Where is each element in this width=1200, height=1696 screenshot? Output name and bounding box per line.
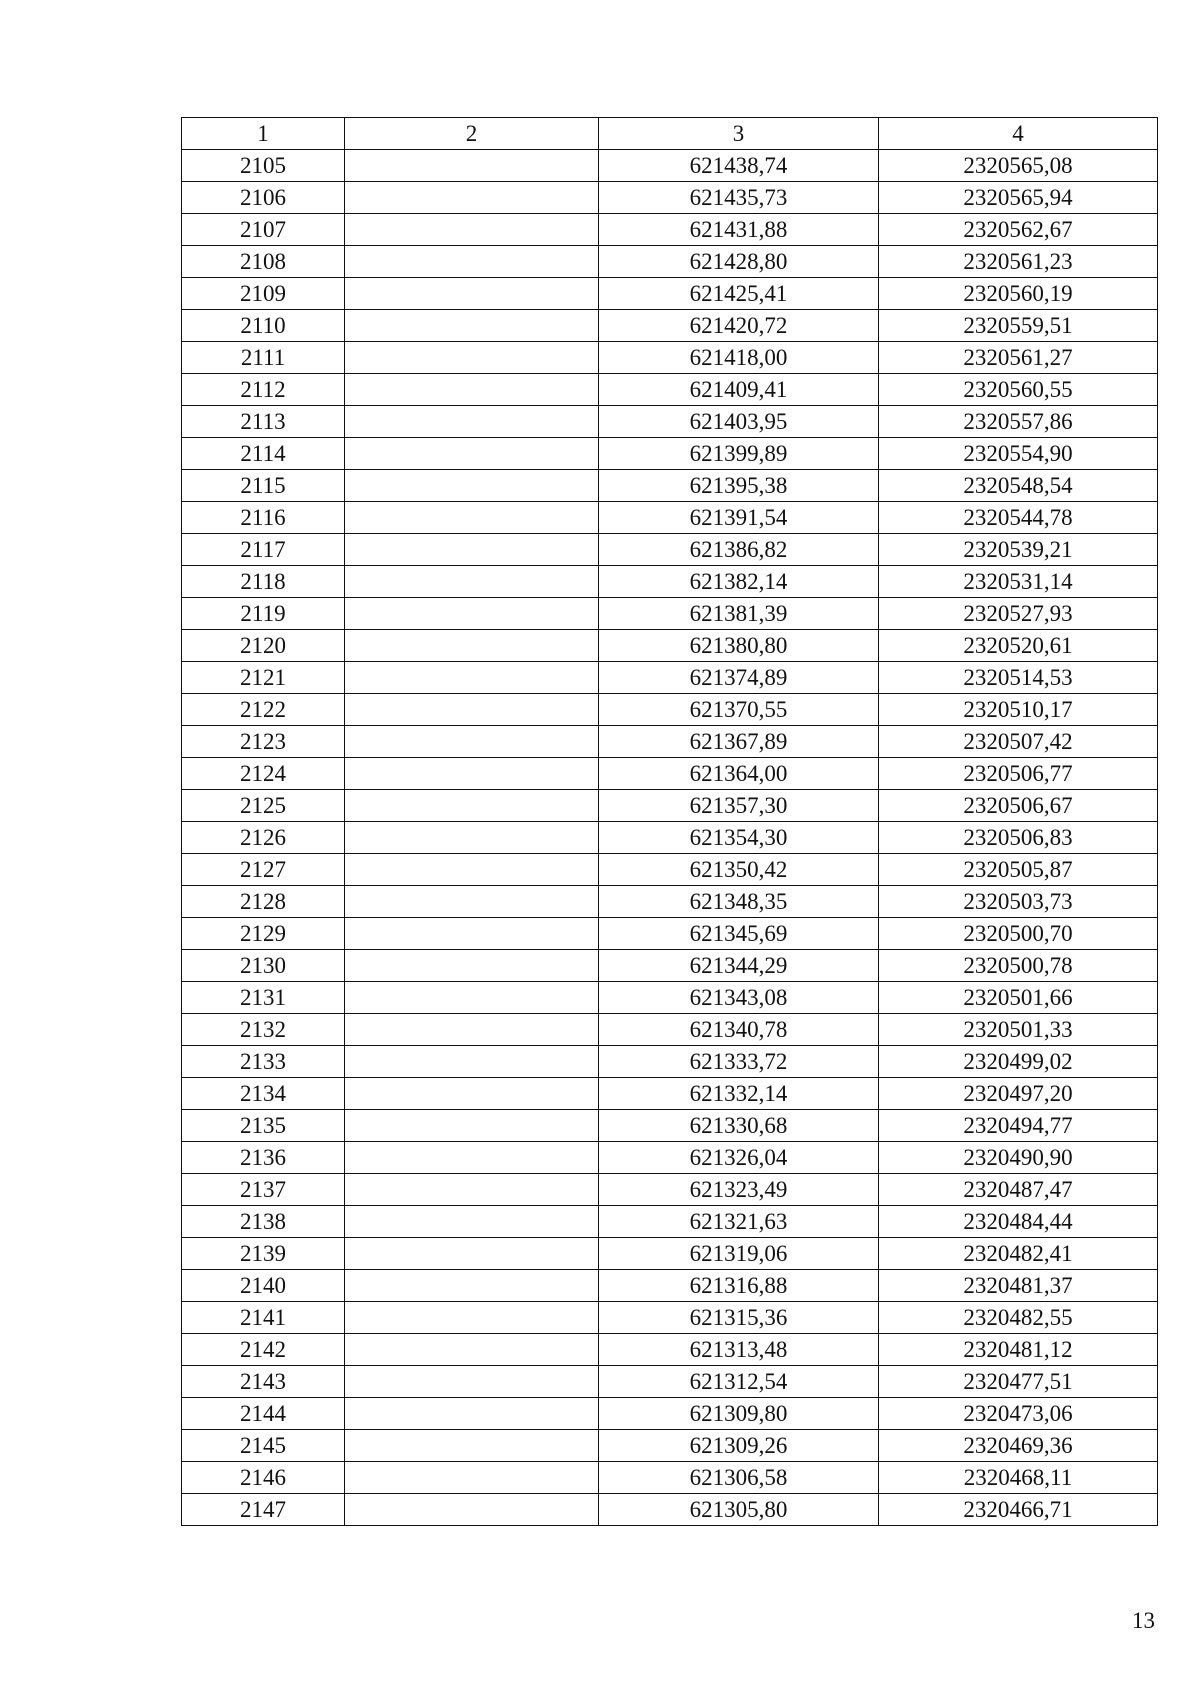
table-cell-col-2 bbox=[345, 886, 599, 918]
table-cell-col-4: 2320520,61 bbox=[879, 630, 1158, 662]
table-cell-col-1: 2134 bbox=[182, 1078, 345, 1110]
table-cell-col-3: 621323,49 bbox=[599, 1174, 879, 1206]
table-cell-col-2 bbox=[345, 1078, 599, 1110]
table-cell-col-2 bbox=[345, 502, 599, 534]
table-cell-col-4: 2320527,93 bbox=[879, 598, 1158, 630]
table-cell-col-4: 2320561,23 bbox=[879, 246, 1158, 278]
table-cell-col-1: 2122 bbox=[182, 694, 345, 726]
table-cell-col-2 bbox=[345, 1270, 599, 1302]
table-cell-col-2 bbox=[345, 854, 599, 886]
table-cell-col-2 bbox=[345, 1430, 599, 1462]
table-cell-col-3: 621309,26 bbox=[599, 1430, 879, 1462]
table-row bbox=[182, 502, 1158, 534]
table-cell-col-4: 2320560,55 bbox=[879, 374, 1158, 406]
table-cell-col-3: 621399,89 bbox=[599, 438, 879, 470]
table-cell-col-3: 621382,14 bbox=[599, 566, 879, 598]
table-cell-col-1: 2126 bbox=[182, 822, 345, 854]
table-cell-col-1: 2112 bbox=[182, 374, 345, 406]
table-cell-col-1: 2136 bbox=[182, 1142, 345, 1174]
table-cell-col-3: 621348,35 bbox=[599, 886, 879, 918]
header-cell-col-3: 3 bbox=[599, 118, 879, 150]
table-cell-col-1: 2145 bbox=[182, 1430, 345, 1462]
table-cell-col-3: 621428,80 bbox=[599, 246, 879, 278]
table-cell-col-2 bbox=[345, 950, 599, 982]
table-cell-col-4: 2320481,12 bbox=[879, 1334, 1158, 1366]
table-cell-col-2 bbox=[345, 470, 599, 502]
table-cell-col-1: 2114 bbox=[182, 438, 345, 470]
table-cell-col-2 bbox=[345, 662, 599, 694]
table-cell-col-2 bbox=[345, 1046, 599, 1078]
table-cell-col-1: 2127 bbox=[182, 854, 345, 886]
table-cell-col-1: 2140 bbox=[182, 1270, 345, 1302]
table-row bbox=[182, 1462, 1158, 1494]
table-cell-col-4: 2320531,14 bbox=[879, 566, 1158, 598]
table-header bbox=[182, 118, 1158, 150]
table-cell-col-3: 621306,58 bbox=[599, 1462, 879, 1494]
table-row bbox=[182, 406, 1158, 438]
table-cell-col-3: 621420,72 bbox=[599, 310, 879, 342]
table-cell-col-3: 621354,30 bbox=[599, 822, 879, 854]
table-cell-col-2 bbox=[345, 374, 599, 406]
table-cell-col-2 bbox=[345, 1302, 599, 1334]
header-row bbox=[182, 118, 1158, 150]
table-cell-col-3: 621370,55 bbox=[599, 694, 879, 726]
table-row bbox=[182, 534, 1158, 566]
table-cell-col-4: 2320539,21 bbox=[879, 534, 1158, 566]
table-cell-col-3: 621350,42 bbox=[599, 854, 879, 886]
table-cell-col-3: 621312,54 bbox=[599, 1366, 879, 1398]
table-cell-col-3: 621332,14 bbox=[599, 1078, 879, 1110]
table-cell-col-1: 2135 bbox=[182, 1110, 345, 1142]
table-row bbox=[182, 982, 1158, 1014]
table-cell-col-1: 2144 bbox=[182, 1398, 345, 1430]
table-row bbox=[182, 822, 1158, 854]
table-cell-col-1: 2117 bbox=[182, 534, 345, 566]
table-cell-col-3: 621395,38 bbox=[599, 470, 879, 502]
table-row bbox=[182, 566, 1158, 598]
header-cell-col-4: 4 bbox=[879, 118, 1158, 150]
table-cell-col-2 bbox=[345, 1206, 599, 1238]
table-cell-col-3: 621425,41 bbox=[599, 278, 879, 310]
table-row bbox=[182, 694, 1158, 726]
table-cell-col-1: 2129 bbox=[182, 918, 345, 950]
table-cell-col-4: 2320490,90 bbox=[879, 1142, 1158, 1174]
table-cell-col-1: 2116 bbox=[182, 502, 345, 534]
table-cell-col-2 bbox=[345, 630, 599, 662]
table-row bbox=[182, 1334, 1158, 1366]
table-cell-col-2 bbox=[345, 150, 599, 182]
table-cell-col-4: 2320544,78 bbox=[879, 502, 1158, 534]
table-row bbox=[182, 214, 1158, 246]
table-cell-col-3: 621418,00 bbox=[599, 342, 879, 374]
table-row bbox=[182, 374, 1158, 406]
table-cell-col-1: 2109 bbox=[182, 278, 345, 310]
page-number: 13 bbox=[1132, 1608, 1155, 1633]
table-cell-col-2 bbox=[345, 1366, 599, 1398]
table-row bbox=[182, 246, 1158, 278]
header-cell-col-2: 2 bbox=[345, 118, 599, 150]
table-cell-col-3: 621344,29 bbox=[599, 950, 879, 982]
table-row bbox=[182, 1270, 1158, 1302]
table-row bbox=[182, 662, 1158, 694]
table-cell-col-4: 2320505,87 bbox=[879, 854, 1158, 886]
table-cell-col-2 bbox=[345, 534, 599, 566]
table-cell-col-2 bbox=[345, 758, 599, 790]
table-cell-col-2 bbox=[345, 310, 599, 342]
table-cell-col-2 bbox=[345, 598, 599, 630]
table-body bbox=[182, 150, 1158, 1526]
table-cell-col-4: 2320468,11 bbox=[879, 1462, 1158, 1494]
table-cell-col-1: 2147 bbox=[182, 1494, 345, 1526]
table-cell-col-4: 2320565,94 bbox=[879, 182, 1158, 214]
table-cell-col-1: 2141 bbox=[182, 1302, 345, 1334]
table-cell-col-1: 2130 bbox=[182, 950, 345, 982]
table-cell-col-4: 2320487,47 bbox=[879, 1174, 1158, 1206]
table-cell-col-4: 2320500,78 bbox=[879, 950, 1158, 982]
table-cell-col-2 bbox=[345, 1174, 599, 1206]
table-cell-col-1: 2124 bbox=[182, 758, 345, 790]
coordinates-table bbox=[181, 117, 1158, 1526]
table-cell-col-2 bbox=[345, 982, 599, 1014]
table-cell-col-1: 2128 bbox=[182, 886, 345, 918]
table-row bbox=[182, 598, 1158, 630]
table-row bbox=[182, 310, 1158, 342]
table-cell-col-4: 2320514,53 bbox=[879, 662, 1158, 694]
table-cell-col-3: 621313,48 bbox=[599, 1334, 879, 1366]
table-cell-col-4: 2320506,83 bbox=[879, 822, 1158, 854]
table-cell-col-1: 2107 bbox=[182, 214, 345, 246]
table-row bbox=[182, 726, 1158, 758]
table-cell-col-3: 621316,88 bbox=[599, 1270, 879, 1302]
table-cell-col-4: 2320469,36 bbox=[879, 1430, 1158, 1462]
table-cell-col-1: 2105 bbox=[182, 150, 345, 182]
table-row bbox=[182, 1110, 1158, 1142]
table-cell-col-1: 2137 bbox=[182, 1174, 345, 1206]
table-cell-col-2 bbox=[345, 694, 599, 726]
table-cell-col-3: 621357,30 bbox=[599, 790, 879, 822]
table-cell-col-1: 2118 bbox=[182, 566, 345, 598]
table-row bbox=[182, 630, 1158, 662]
table-cell-col-3: 621367,89 bbox=[599, 726, 879, 758]
table-row bbox=[182, 470, 1158, 502]
table-cell-col-2 bbox=[345, 1238, 599, 1270]
table-cell-col-1: 2110 bbox=[182, 310, 345, 342]
table-cell-col-1: 2133 bbox=[182, 1046, 345, 1078]
table-cell-col-2 bbox=[345, 726, 599, 758]
table-row bbox=[182, 1142, 1158, 1174]
table-row bbox=[182, 918, 1158, 950]
table-cell-col-4: 2320559,51 bbox=[879, 310, 1158, 342]
table-cell-col-3: 621343,08 bbox=[599, 982, 879, 1014]
table-row bbox=[182, 1078, 1158, 1110]
table-cell-col-2 bbox=[345, 438, 599, 470]
table-row bbox=[182, 150, 1158, 182]
table-cell-col-3: 621380,80 bbox=[599, 630, 879, 662]
table-row bbox=[182, 182, 1158, 214]
table-row bbox=[182, 1430, 1158, 1462]
table-cell-col-2 bbox=[345, 1494, 599, 1526]
table-cell-col-1: 2146 bbox=[182, 1462, 345, 1494]
table-cell-col-3: 621403,95 bbox=[599, 406, 879, 438]
table-cell-col-4: 2320554,90 bbox=[879, 438, 1158, 470]
table-row bbox=[182, 854, 1158, 886]
table-cell-col-1: 2108 bbox=[182, 246, 345, 278]
table-row bbox=[182, 1366, 1158, 1398]
table-cell-col-1: 2119 bbox=[182, 598, 345, 630]
table-cell-col-1: 2142 bbox=[182, 1334, 345, 1366]
table-cell-col-2 bbox=[345, 1110, 599, 1142]
table-cell-col-2 bbox=[345, 214, 599, 246]
table-cell-col-2 bbox=[345, 1334, 599, 1366]
table-cell-col-4: 2320484,44 bbox=[879, 1206, 1158, 1238]
table-cell-col-1: 2131 bbox=[182, 982, 345, 1014]
table-cell-col-4: 2320561,27 bbox=[879, 342, 1158, 374]
table-cell-col-3: 621326,04 bbox=[599, 1142, 879, 1174]
table-cell-col-4: 2320494,77 bbox=[879, 1110, 1158, 1142]
table-cell-col-3: 621309,80 bbox=[599, 1398, 879, 1430]
table-cell-col-2 bbox=[345, 1398, 599, 1430]
table-row bbox=[182, 278, 1158, 310]
table-cell-col-1: 2115 bbox=[182, 470, 345, 502]
table-cell-col-1: 2111 bbox=[182, 342, 345, 374]
table-cell-col-4: 2320501,33 bbox=[879, 1014, 1158, 1046]
table-cell-col-3: 621345,69 bbox=[599, 918, 879, 950]
table-row bbox=[182, 342, 1158, 374]
table-cell-col-3: 621319,06 bbox=[599, 1238, 879, 1270]
table-cell-col-2 bbox=[345, 182, 599, 214]
table-cell-col-3: 621386,82 bbox=[599, 534, 879, 566]
table-cell-col-2 bbox=[345, 566, 599, 598]
table-row bbox=[182, 438, 1158, 470]
table-cell-col-4: 2320466,71 bbox=[879, 1494, 1158, 1526]
table-cell-col-1: 2113 bbox=[182, 406, 345, 438]
table-cell-col-3: 621435,73 bbox=[599, 182, 879, 214]
table-row bbox=[182, 1014, 1158, 1046]
table-cell-col-4: 2320499,02 bbox=[879, 1046, 1158, 1078]
table-cell-col-2 bbox=[345, 918, 599, 950]
table-cell-col-1: 2125 bbox=[182, 790, 345, 822]
table-cell-col-1: 2138 bbox=[182, 1206, 345, 1238]
table-cell-col-3: 621374,89 bbox=[599, 662, 879, 694]
table-row bbox=[182, 1206, 1158, 1238]
table-cell-col-4: 2320565,08 bbox=[879, 150, 1158, 182]
table-cell-col-4: 2320506,77 bbox=[879, 758, 1158, 790]
table-cell-col-4: 2320560,19 bbox=[879, 278, 1158, 310]
table-cell-col-1: 2139 bbox=[182, 1238, 345, 1270]
table-row bbox=[182, 758, 1158, 790]
table-cell-col-2 bbox=[345, 822, 599, 854]
table-row bbox=[182, 1238, 1158, 1270]
table-cell-col-1: 2132 bbox=[182, 1014, 345, 1046]
table-cell-col-3: 621330,68 bbox=[599, 1110, 879, 1142]
table-cell-col-3: 621431,88 bbox=[599, 214, 879, 246]
table-row bbox=[182, 1302, 1158, 1334]
table-cell-col-1: 2123 bbox=[182, 726, 345, 758]
table-cell-col-2 bbox=[345, 1142, 599, 1174]
table-cell-col-4: 2320507,42 bbox=[879, 726, 1158, 758]
table-cell-col-2 bbox=[345, 790, 599, 822]
table-cell-col-1: 2106 bbox=[182, 182, 345, 214]
table-cell-col-4: 2320500,70 bbox=[879, 918, 1158, 950]
table-cell-col-1: 2121 bbox=[182, 662, 345, 694]
table-row bbox=[182, 886, 1158, 918]
table-cell-col-3: 621438,74 bbox=[599, 150, 879, 182]
table-row bbox=[182, 950, 1158, 982]
table-cell-col-2 bbox=[345, 1462, 599, 1494]
table-cell-col-3: 621315,36 bbox=[599, 1302, 879, 1334]
table-cell-col-4: 2320473,06 bbox=[879, 1398, 1158, 1430]
table-cell-col-2 bbox=[345, 1014, 599, 1046]
table-cell-col-1: 2143 bbox=[182, 1366, 345, 1398]
table-cell-col-4: 2320557,86 bbox=[879, 406, 1158, 438]
table-row bbox=[182, 1398, 1158, 1430]
table-cell-col-3: 621340,78 bbox=[599, 1014, 879, 1046]
table-cell-col-2 bbox=[345, 406, 599, 438]
table-cell-col-4: 2320506,67 bbox=[879, 790, 1158, 822]
table-cell-col-4: 2320510,17 bbox=[879, 694, 1158, 726]
table-cell-col-4: 2320477,51 bbox=[879, 1366, 1158, 1398]
table-cell-col-2 bbox=[345, 278, 599, 310]
table-cell-col-4: 2320548,54 bbox=[879, 470, 1158, 502]
table-row bbox=[182, 790, 1158, 822]
table-cell-col-4: 2320482,41 bbox=[879, 1238, 1158, 1270]
table-cell-col-3: 621321,63 bbox=[599, 1206, 879, 1238]
table-row bbox=[182, 1174, 1158, 1206]
table-row bbox=[182, 1494, 1158, 1526]
header-cell-col-1: 1 bbox=[182, 118, 345, 150]
table-cell-col-2 bbox=[345, 246, 599, 278]
table-cell-col-3: 621364,00 bbox=[599, 758, 879, 790]
table-cell-col-4: 2320481,37 bbox=[879, 1270, 1158, 1302]
table-cell-col-2 bbox=[345, 342, 599, 374]
table-cell-col-4: 2320501,66 bbox=[879, 982, 1158, 1014]
table-cell-col-3: 621409,41 bbox=[599, 374, 879, 406]
table-cell-col-4: 2320503,73 bbox=[879, 886, 1158, 918]
table-cell-col-4: 2320482,55 bbox=[879, 1302, 1158, 1334]
table-cell-col-3: 621305,80 bbox=[599, 1494, 879, 1526]
table-cell-col-3: 621381,39 bbox=[599, 598, 879, 630]
table-cell-col-4: 2320562,67 bbox=[879, 214, 1158, 246]
table-cell-col-3: 621391,54 bbox=[599, 502, 879, 534]
table-cell-col-4: 2320497,20 bbox=[879, 1078, 1158, 1110]
table-row bbox=[182, 1046, 1158, 1078]
table-cell-col-3: 621333,72 bbox=[599, 1046, 879, 1078]
table-cell-col-1: 2120 bbox=[182, 630, 345, 662]
